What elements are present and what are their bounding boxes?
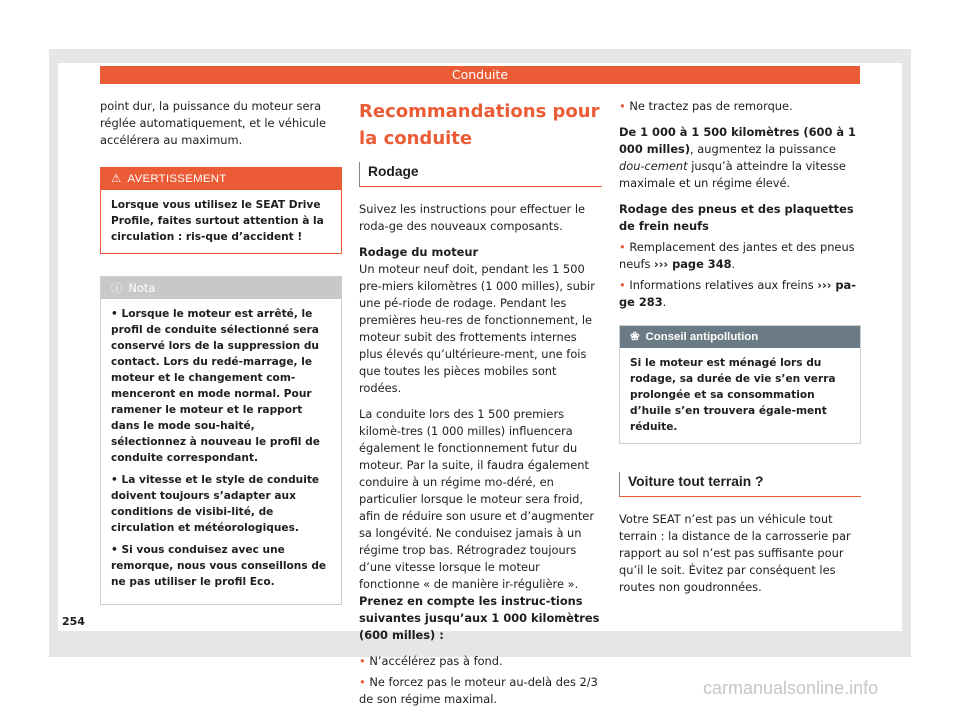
warning-triangle-icon: ⚠ bbox=[111, 173, 122, 185]
column-middle bbox=[359, 98, 602, 717]
eco-leaf-icon: ❀ bbox=[630, 331, 640, 343]
warning-text: Lorsque vous utilisez le SEAT Drive Profile, faites surtout attention à la circulation : ris-que d’accident ! bbox=[111, 199, 324, 243]
note-box bbox=[100, 276, 342, 605]
offroad-title: Voiture tout terrain ? bbox=[619, 472, 861, 497]
eco-title: Conseil antipollution bbox=[645, 331, 759, 343]
page-number: 254 bbox=[62, 615, 85, 628]
note-item: • Lorsque le moteur est arrêté, le profil de conduite sélectionné sera conservé lors de la suppression du contact. Lors du redé-marrage, le moteur et le changement com-menceront en mode normal. Pour ramener le moteur et le rapport dans le mode sou-haité, sélectionnez à nouveau le profil de conduite correspondant. bbox=[111, 308, 320, 464]
subsection-title: Rodage bbox=[359, 162, 602, 187]
note-item: • La vitesse et le style de conduite doivent toujours s’adapter aux conditions de visibi-lité, de circulation et météorologiques. bbox=[111, 474, 320, 534]
warning-title: AVERTISSEMENT bbox=[127, 173, 227, 185]
info-icon: ⓘ bbox=[111, 281, 123, 295]
watermark: carmanualsonline.info bbox=[703, 678, 879, 698]
note-title: Nota bbox=[128, 281, 156, 295]
note-header bbox=[101, 277, 341, 299]
section-title: Recommandations pour la conduite bbox=[359, 101, 600, 149]
eco-text: Si le moteur est ménagé lors du rodage, sa durée de vie s’en verra prolongée et sa consommation d’huile s’en trouvera égale-ment réduite. bbox=[630, 357, 836, 433]
column-right bbox=[619, 98, 861, 605]
note-item: • Si vous conduisez avec une remorque, nous vous conseillons de ne pas utiliser le profil Eco. bbox=[111, 544, 327, 588]
eco-header bbox=[620, 326, 860, 348]
page-link[interactable]: ››› pa-ge 283 bbox=[619, 278, 856, 309]
engine-heading: Rodage du moteur bbox=[359, 245, 479, 259]
tyres-heading: Rodage des pneus et des plaquettes de frein neufs bbox=[619, 202, 854, 233]
list-item: • Remplacement des jantes et des pneus neufs ››› page 348. bbox=[619, 240, 855, 271]
column-left bbox=[100, 98, 342, 605]
list-item: • Informations relatives aux freins ››› pa-ge 283. bbox=[619, 278, 856, 309]
rodage-intro: Suivez les instructions pour effectuer le roda-ge des nouveaux composants. bbox=[359, 202, 586, 233]
chapter-header: Conduite bbox=[100, 66, 860, 84]
eco-tip-box bbox=[619, 325, 861, 444]
warning-header bbox=[101, 168, 341, 190]
list-item: • N’accélérez pas à fond. bbox=[359, 654, 503, 668]
intro-text: point dur, la puissance du moteur sera réglée automatiquement, et le véhicule accélérera au maximum. bbox=[100, 99, 326, 147]
list-item: • Ne forcez pas le moteur au-delà des 2/3 de son régime maximal. bbox=[359, 675, 598, 706]
engine-paragraph-1: Un moteur neuf doit, pendant les 1 500 pre-miers kilomètres (1 000 milles), subir une pé-riode de rodage. Pendant les premières heu-res de fonctionnement, le moteur subit des frottements internes plus élevés qu’ultérieure-ment, une fois que toutes les pièces mobiles sont rodées. bbox=[359, 262, 595, 395]
offroad-text: Votre SEAT n’est pas un véhicule tout terrain : la distance de la carrosserie par rapport au sol n’est pas suffisante pour qu’il le soit. Évitez par conséquent les routes non goudronnées. bbox=[619, 512, 851, 594]
note-body bbox=[101, 299, 341, 604]
engine-paragraph-2: La conduite lors des 1 500 premiers kilomè-tres (1 000 milles) influencera également le fonctionnement futur du moteur. Par la suite, il faudra également conduire à un régime mo-déré, en particulier lorsque le moteur sera froid, afin de réduire son usure et d’augmenter sa longévité. Ne conduisez jamais à un régime trop bas. Rétrogradez toujours d’une vitesse lorsque le moteur fonctionne « de manière ir-régulière ». Prenez en compte les instruc-tions suivantes jusqu’aux 1 000 kilomètres (600 milles) : bbox=[359, 407, 600, 642]
list-item: • Ne tractez pas de remorque. bbox=[619, 99, 793, 113]
warning-box bbox=[100, 167, 342, 254]
page-link[interactable]: ››› page 348 bbox=[654, 257, 732, 271]
range-paragraph: De 1 000 à 1 500 kilomètres (600 à 1 000 milles), augmentez la puissance dou-cement jusqu’à atteindre la vitesse maximale et un régime élevé. bbox=[619, 125, 856, 190]
